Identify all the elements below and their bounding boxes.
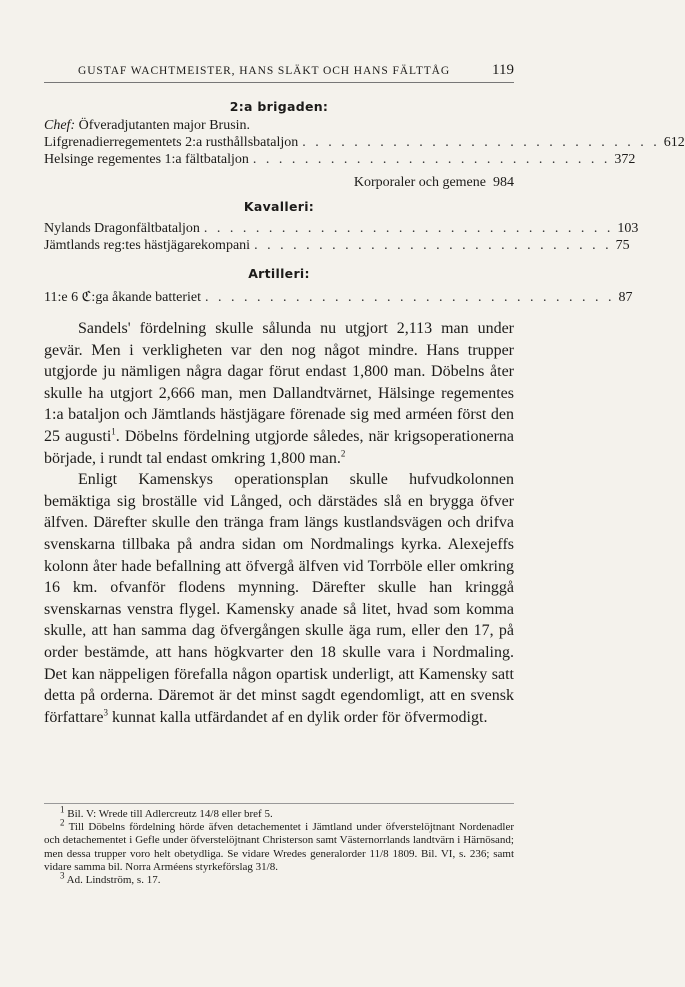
running-title: GUSTAF WACHTMEISTER, HANS SLÄKT OCH HANS FÄLTTÅG [78, 65, 451, 77]
row-value: 75 [615, 238, 630, 253]
row-label: Lifgrenadierregementets 2:a rusthållsbataljon [44, 135, 299, 150]
korporaler-row [44, 174, 514, 191]
running-header [78, 62, 514, 79]
kavalleri-heading: Kavalleri: [243, 199, 315, 214]
footnote-rule [44, 803, 514, 804]
row-value: 372 [614, 152, 636, 167]
row-value: 612 [663, 135, 685, 150]
footnote-ref: 3 [103, 707, 109, 718]
footnote: $^1$ Bil. V: Wrede till Adlercreutz 14/8 eller bref 5. [60, 804, 273, 820]
chef-value: Öfveradjutanten major Brusin. [78, 118, 251, 133]
kavalleri-table [44, 198, 639, 254]
brigade-table [44, 98, 685, 191]
table-row [44, 237, 630, 254]
table-row [44, 289, 633, 306]
paragraph: Enligt Kamenskys operationsplan skulle hufvudkolonnen bemäktiga sig broställe vid Långed, och därstädes slå en brygga öfver älfven. Därefter skulle den tränga fram längs kustlandsvägen och drifva svenskarna tillbaka på andra sidan om Nordmalings kyrka. Alexejeffs kolonn åter hade befallning att öfvergå älfven vid Torrböle eller omkring 16 km. ofvanför flodens mynning. Därefter skulle han kringgå svenskarnas venstra flygel. Kamensky anade så litet, hvad som komma skulle, att han samma dag öfvergången skulle äga rum, eller den 17, på order bestämde, att hans högkvarter den 18 skulle vara i Nordmaling. Det kan näppeligen förefalla någon opartisk underligt, att Kamensky satt detta på orderna. Däremot är det minst sagdt egendomligt, att en svensk författare$^3$ kunnat kalla utfärdandet af en dylik order för öfvermodigt. [44, 471, 514, 726]
footnote-ref: 2 [340, 448, 346, 459]
row-label: Helsinge regementes 1:a fältbataljon [44, 152, 249, 167]
chef-label: Chef: [44, 118, 76, 133]
body-text [44, 318, 514, 728]
leader-dots: . . . . . . . . . . . . . . . . . . . . . . . . . . . . [302, 135, 660, 150]
page-number: 119 [492, 62, 514, 78]
artilleri-table [44, 265, 633, 306]
row-value: 103 [617, 221, 639, 236]
table-row [44, 220, 639, 237]
leader-dots: . . . . . . . . . . . . . . . . . . . . . . . . . . . . [254, 238, 612, 253]
row-label: Nylands Dragonfältbataljon [44, 221, 200, 236]
leader-dots: . . . . . . . . . . . . . . . . . . . . . . . . . . . . . . . . [205, 290, 615, 305]
artilleri-heading: Artilleri: [248, 266, 310, 281]
paragraph: Sandels' fördelning skulle sålunda nu utgjort 2,113 man under gevär. Men i verkligheten var den nog något mindre. Hans trupper utgjorde ju nämligen några dagar förut endast 1,800 man. Döbelns åter skulle ha utgjort 2,666 man, men Dallandtvärnet, Hälsinge regementes 1:a bataljon och Jämtlands hästjägare förenade sig med arméen först den 25 augusti$^1$. Döbelns fördelning utgjorde således, när krigsoperationerna började, i rundt tal endast omkring 1,800 man.$^2$ [44, 320, 514, 467]
footnote-ref: 1 [111, 426, 116, 437]
footnote: $^3$ Ad. Lindström, s. 17. [60, 870, 161, 887]
korporaler-value: 984 [493, 175, 514, 190]
chef-row [44, 117, 514, 134]
row-label: Jämtlands reg:tes hästjägarekompani [44, 238, 251, 253]
leader-dots: . . . . . . . . . . . . . . . . . . . . . . . . . . . . [252, 152, 611, 167]
korporaler-label: Korporaler och gemene [353, 175, 486, 190]
table-row [44, 134, 685, 151]
header-rule [44, 82, 514, 83]
row-value: 87 [618, 290, 633, 305]
footnote: $^2$ Till Döbelns fördelning hörde äfven detachementet i Jämtland under öfverstelöjtnant Nordenadler och detachementet i Gefle under öfverstelöjtnant Christerson samt Västernorrlands landtvärn i Härnösand; men dessa trupper voro helt obetydliga. Se vidare Wredes generalorder 11/8 1809. Bil. VI, s. 236; samt vidare samma bil. Norra Arméens styrkeförslag 31/8. [44, 817, 514, 873]
footnotes [44, 804, 514, 887]
brigade-heading: 2:a brigaden: [229, 99, 329, 114]
leader-dots: . . . . . . . . . . . . . . . . . . . . . . . . . . . . . . . . [203, 221, 614, 236]
table-row [44, 151, 636, 168]
row-label: 11:e 6 ℭ:ga åkande batteriet [44, 290, 202, 305]
